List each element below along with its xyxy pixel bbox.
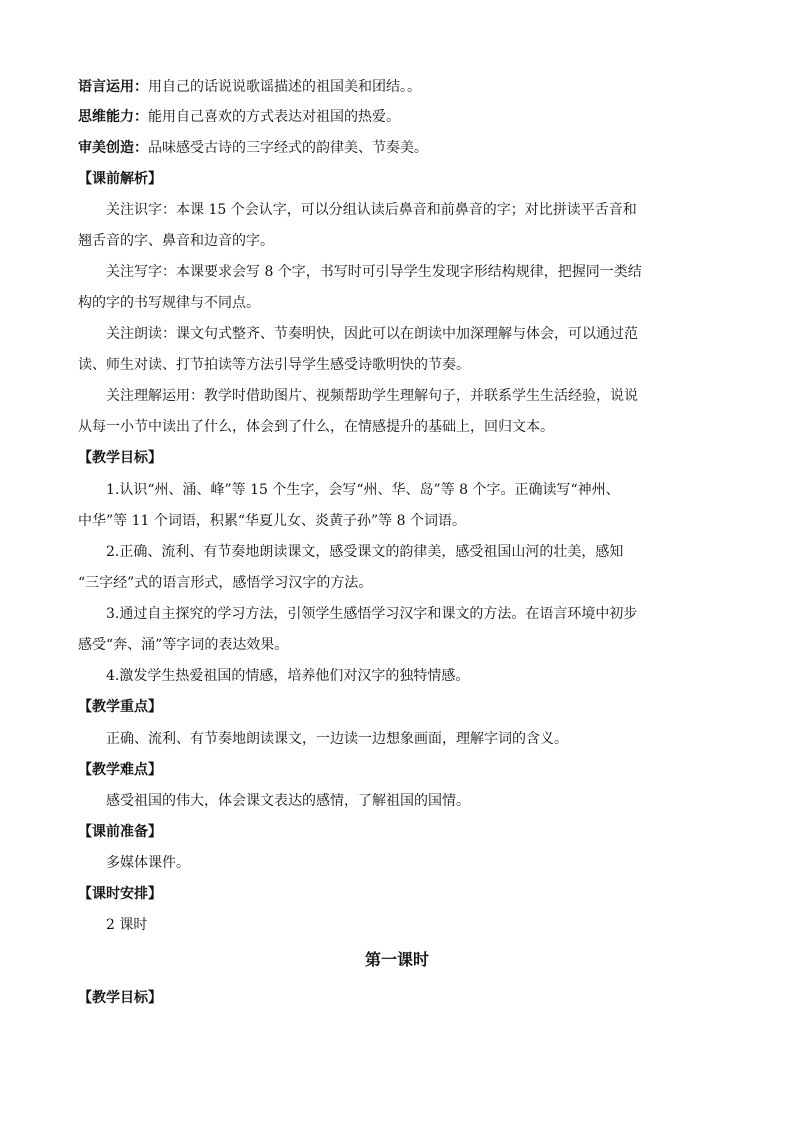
goal-4-line-1: 4.激发学生热爱祖国的情感，培养他们对汉字的独特情感。 — [106, 668, 470, 684]
goal-3-line-1: 3.通过自主探究的学习方法，引领学生感悟学习汉字和课文的方法。在语言环境中初步 — [106, 606, 638, 622]
section-heading-goals: 【教学目标】 — [78, 450, 162, 466]
pre-analysis-para-2-line-1: 关注写字：本课要求会写 8 个字，书写时可引导学生发现字形结构规律，把握同一类结 — [106, 264, 642, 280]
ability-thinking — [78, 107, 728, 127]
section-heading-goals-lesson-1: 【教学目标】 — [78, 990, 162, 1006]
goal-2-line-1: 2.正确、流利、有节奏地朗读课文，感受课文的韵律美，感受祖国山河的壮美，感知 — [106, 544, 624, 560]
ability-language-text: 用自己的话说说歌谣描述的祖国美和团结。。 — [148, 79, 421, 95]
key-points-text: 正确、流利、有节奏地朗读课文，一边读一边想象画面，理解字词的含义。 — [106, 731, 568, 747]
goal-2-line-2: “三字经”式的语言形式，感悟学习汉字的方法。 — [78, 575, 373, 591]
ability-language-label: 语言运用： — [78, 79, 148, 95]
ability-aesthetic — [78, 138, 728, 158]
section-heading-key-points: 【教学重点】 — [78, 699, 162, 715]
lesson-title: 第一课时 — [364, 950, 429, 969]
pre-analysis-para-4-line-1: 关注理解运用：教学时借助图片、视频帮助学生理解句子，并联系学生生活经验，说说 — [106, 388, 638, 404]
goal-1-line-2: 中华”等 11 个词语，积累“华夏儿女、炎黄子孙”等 8 个词语。 — [78, 513, 466, 529]
goal-1-line-1: 1.认识“州、涌、峰”等 15 个生字，会写“州、华、岛”等 8 个字。正确读写“神州、 — [106, 482, 620, 498]
schedule-text: 2 课时 — [106, 917, 148, 933]
ability-aesthetic-label: 审美创造： — [78, 140, 148, 156]
prep-text: 多媒体课件。 — [106, 855, 190, 871]
pre-analysis-para-1-line-1: 关注识字：本课 15 个会认字，可以分组认读后鼻音和前鼻音的字；对比拼读平舌音和 — [106, 202, 637, 218]
pre-analysis-para-3-line-2: 读、师生对读、打节拍读等方法引导学生感受诗歌明快的节奏。 — [78, 357, 470, 373]
ability-language — [78, 77, 728, 97]
pre-analysis-para-4-line-2: 从每一小节中读出了什么，体会到了什么，在情感提升的基础上，回归文本。 — [78, 419, 554, 435]
difficulties-text: 感受祖国的伟大，体会课文表达的感情，了解祖国的国情。 — [106, 793, 470, 809]
pre-analysis-para-1-line-2: 翘舌音的字、鼻音和边音的字。 — [78, 233, 274, 249]
goal-3-line-2: 感受“奔、涌”等字词的表达效果。 — [78, 637, 289, 653]
section-heading-schedule: 【课时安排】 — [78, 886, 162, 902]
pre-analysis-para-3-line-1: 关注朗读：课文句式整齐、节奏明快，因此可以在朗读中加深理解与体会，可以通过范 — [106, 326, 638, 342]
section-heading-pre-analysis: 【课前解析】 — [78, 171, 162, 187]
section-heading-difficulties: 【教学难点】 — [78, 762, 162, 778]
pre-analysis-para-2-line-2: 构的字的书写规律与不同点。 — [78, 295, 260, 311]
ability-aesthetic-text: 品味感受古诗的三字经式的韵律美、节奏美。 — [148, 140, 428, 156]
ability-thinking-label: 思维能力： — [78, 109, 148, 125]
section-heading-prep: 【课前准备】 — [78, 824, 162, 840]
ability-thinking-text: 能用自己喜欢的方式表达对祖国的热爱。 — [148, 109, 400, 125]
